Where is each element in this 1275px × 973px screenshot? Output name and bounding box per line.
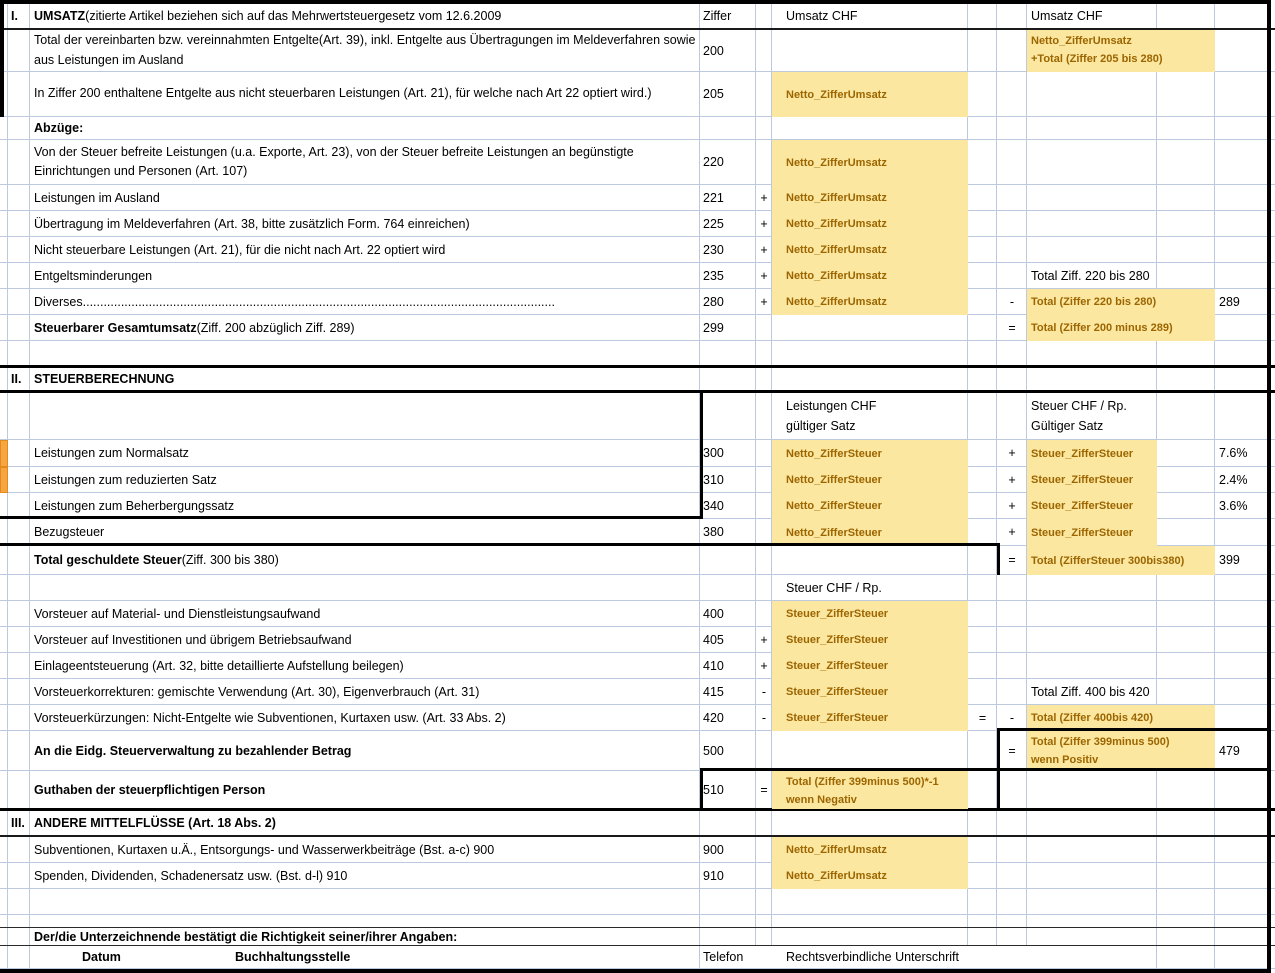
marker-cell	[0, 315, 8, 340]
marker-cell	[0, 946, 8, 968]
spacer-cell	[700, 575, 756, 600]
border-segment	[700, 392, 703, 519]
sign-cell	[968, 393, 997, 439]
row-description: Leistungen zum Beherbergungssatz	[34, 498, 235, 513]
table-row	[0, 837, 1275, 863]
sign-cell	[968, 440, 997, 466]
sign-cell	[968, 731, 997, 770]
marker-cell	[0, 393, 8, 439]
ziffer-cell: 420	[703, 710, 724, 725]
marker-cell	[0, 185, 8, 210]
orange-row-marker	[0, 440, 8, 467]
amount-field-mid[interactable]: Netto_ZifferUmsatz	[772, 72, 968, 117]
total-field-right[interactable]	[1027, 731, 1215, 771]
rate-value: 7.6%	[1219, 446, 1248, 460]
total-label: Total Ziff. 220 bis 280	[1031, 268, 1150, 283]
ziffer-cell: 400	[703, 606, 724, 621]
row-description: Vorsteuerkorrekturen: gemischte Verwendung (Art. 30), Eigenverbrauch (Art. 31)	[34, 684, 480, 699]
amount-field-line2: +Total (Ziffer 205 bis 280)	[1031, 52, 1163, 65]
signature-labels	[30, 946, 700, 968]
ziffer-cell: 235	[703, 268, 724, 283]
dotted-line: ........................................................................................................................................	[82, 294, 555, 309]
row-description: Abzüge:	[34, 121, 84, 135]
table-row	[0, 467, 1275, 493]
row-description-bold: Steuerbarer Gesamtumsatz	[34, 320, 197, 335]
total-field-mid[interactable]	[772, 771, 968, 809]
marker-cell	[0, 117, 8, 139]
section-number	[8, 493, 30, 518]
section-number	[8, 315, 30, 340]
section-number	[8, 863, 30, 888]
total-field-right[interactable]: Total (Ziffer 400bis 420)	[1027, 705, 1215, 731]
operator-sign: +	[760, 632, 768, 647]
sign-cell	[756, 440, 772, 466]
sign-cell	[756, 493, 772, 518]
border-segment	[0, 516, 703, 519]
amount-field-mid[interactable]: Netto_ZifferUmsatz	[772, 211, 968, 237]
amount-field-line1: Netto_ZifferUmsatz	[1031, 35, 1132, 47]
ziffer-cell: 500	[703, 743, 724, 758]
amount-field-mid[interactable]: Netto_ZifferUmsatz	[772, 185, 968, 211]
marker-cell	[0, 140, 8, 184]
column-header-line2: gültiger Satz	[786, 419, 856, 433]
sign-cell	[756, 467, 772, 492]
table-row	[0, 368, 1275, 393]
column-header-leistungen	[772, 393, 968, 439]
amount-field-right[interactable]	[1027, 30, 1215, 72]
border-segment	[0, 543, 1000, 546]
table-row	[0, 263, 1275, 289]
row-description: Leistungen im Ausland	[34, 190, 160, 205]
sign-cell	[756, 601, 772, 626]
ziffer-cell: 380	[703, 525, 724, 539]
section-number	[8, 263, 30, 288]
sign-cell	[756, 546, 772, 574]
ziffer-cell: 910	[703, 868, 724, 883]
sign-cell	[997, 4, 1027, 28]
section-number	[8, 653, 30, 678]
sign-cell	[968, 679, 997, 704]
table-row	[0, 863, 1275, 889]
orange-row-marker	[0, 467, 8, 493]
section-number: II.	[11, 372, 22, 386]
marker-cell	[0, 289, 8, 314]
section-number	[8, 393, 30, 439]
operator-sign: +	[1008, 446, 1016, 460]
marker-cell	[0, 771, 8, 808]
operator-sign: +	[760, 242, 768, 257]
amount-field-mid[interactable]: Steuer_ZifferSteuer	[772, 627, 968, 653]
table-row	[0, 928, 1275, 946]
ziffer-cell: 230	[703, 242, 724, 257]
marker-cell	[0, 731, 8, 770]
value-cell-mid	[772, 30, 968, 71]
signature-label: Rechtsverbindliche Unterschrift	[772, 946, 1027, 968]
section-title: ANDERE MITTELFLÜSSE (Art. 18 Abs. 2)	[34, 816, 276, 830]
section-number	[8, 140, 30, 184]
sign-cell	[756, 731, 772, 770]
amount-field-mid[interactable]: Netto_ZifferSteuer	[772, 467, 968, 493]
border-segment	[0, 0, 4, 117]
section-number	[8, 705, 30, 730]
section-number	[8, 837, 30, 862]
column-header-umsatz-1: Umsatz CHF	[786, 9, 858, 23]
tax-field-right[interactable]: Steuer_ZifferSteuer	[1027, 493, 1157, 519]
operator-sign: +	[1008, 525, 1016, 539]
spacer-cell	[700, 393, 756, 439]
section-number	[8, 467, 30, 492]
table-row	[0, 30, 1275, 72]
column-header-line2: Gültiger Satz	[1031, 419, 1104, 433]
column-header-umsatz-2: Umsatz CHF	[1031, 9, 1103, 23]
operator-sign: +	[760, 658, 768, 673]
operator-sign: -	[761, 710, 767, 725]
table-row	[0, 315, 1275, 341]
sign-cell	[997, 263, 1027, 288]
row-description-bold: Total geschuldete Steuer	[34, 553, 182, 567]
column-header-ziffer: Ziffer	[703, 9, 732, 23]
total-field-right[interactable]: Total (Ziffer 200 minus 289)	[1027, 315, 1215, 341]
result-value: 399	[1219, 553, 1240, 567]
amount-field-mid[interactable]: Netto_ZifferSteuer	[772, 440, 968, 467]
section-number	[8, 679, 30, 704]
amount-field-mid[interactable]: Netto_ZifferUmsatz	[772, 289, 968, 315]
ziffer-cell: 340	[703, 498, 724, 513]
table-row	[0, 4, 1275, 30]
amount-field-mid[interactable]: Steuer_ZifferSteuer	[772, 653, 968, 679]
table-row	[0, 117, 1275, 140]
ziffer-cell: 300	[703, 446, 724, 460]
row-description: Einlageentsteuerung (Art. 32, bitte detaillierte Aufstellung beilegen)	[34, 658, 404, 673]
ziffer-cell: 310	[703, 472, 724, 487]
column-header-vorsteuer: Steuer CHF / Rp.	[786, 580, 882, 595]
ziffer-cell: 205	[703, 87, 724, 101]
table-row	[0, 341, 1275, 368]
total-label: Total Ziff. 400 bis 420	[1031, 684, 1150, 699]
marker-cell	[0, 368, 8, 390]
column-header-line1: Leistungen CHF	[786, 399, 877, 413]
sign-cell	[968, 289, 997, 314]
diverses-label: Diverses	[34, 294, 83, 309]
table-row	[0, 72, 1275, 117]
section-number	[8, 185, 30, 210]
row-description: Vorsteuer auf Material- und Dienstleistungsaufwand	[34, 606, 321, 621]
ziffer-cell: 280	[703, 294, 724, 309]
amount-field-mid[interactable]: Netto_ZifferUmsatz	[772, 263, 968, 289]
marker-cell	[0, 811, 8, 835]
marker-cell	[0, 705, 8, 730]
border-segment	[997, 543, 1000, 575]
row-description: Entgeltsminderungen	[34, 268, 153, 283]
operator-sign: -	[1009, 294, 1015, 309]
section-title: STEUERBERECHNUNG	[34, 372, 175, 386]
table-row	[0, 679, 1275, 705]
sign-cell	[756, 393, 772, 439]
ziffer-cell: 900	[703, 842, 724, 857]
result-value: 289	[1219, 294, 1240, 309]
table-row	[0, 440, 1275, 467]
table-row	[0, 393, 1275, 440]
row-description: Spenden, Dividenden, Schadenersatz usw. (Bst. d-l) 910	[34, 868, 348, 883]
row-description: Guthaben der steuerpflichtigen Person	[34, 782, 266, 797]
section-number	[8, 928, 30, 945]
marker-cell	[0, 863, 8, 888]
row-description: In Ziffer 200 enthaltene Entgelte aus nicht steuerbaren Leistungen (Art. 21), für welche nach Art 22 optiert wird.)	[34, 86, 652, 101]
section-number	[8, 72, 30, 116]
table-row	[0, 575, 1275, 601]
marker-cell	[0, 263, 8, 288]
amount-field-mid[interactable]: Steuer_ZifferSteuer	[772, 679, 968, 705]
sign-cell	[968, 519, 997, 545]
value-cell-mid	[772, 315, 968, 340]
tax-field-right[interactable]: Steuer_ZifferSteuer	[1027, 467, 1157, 493]
operator-sign: =	[978, 710, 987, 725]
ziffer-cell: 299	[703, 320, 724, 335]
sign-cell	[968, 467, 997, 492]
datum-label: Datum	[82, 950, 121, 964]
ziffer-cell: 415	[703, 684, 724, 699]
sign-cell	[756, 72, 772, 116]
table-row	[0, 140, 1275, 185]
sign-cell	[997, 393, 1027, 439]
operator-sign: =	[1008, 553, 1016, 567]
sign-cell	[997, 679, 1027, 704]
border-segment	[0, 969, 1271, 973]
section-number	[8, 289, 30, 314]
sign-cell	[968, 493, 997, 518]
amount-field-mid[interactable]: Netto_ZifferUmsatz	[772, 863, 968, 889]
table-row	[0, 915, 1275, 928]
border-segment	[700, 768, 703, 811]
amount-field-mid[interactable]: Netto_ZifferSteuer	[772, 493, 968, 519]
sign-cell	[968, 4, 997, 28]
operator-sign: -	[761, 684, 767, 699]
sign-cell	[756, 30, 772, 71]
amount-field-mid[interactable]: Netto_ZifferSteuer	[772, 519, 968, 546]
operator-sign: =	[760, 782, 768, 797]
table-row	[0, 771, 1275, 811]
section-number	[8, 211, 30, 236]
operator-sign: +	[760, 294, 768, 309]
spacer-cell	[30, 575, 700, 600]
section-number	[8, 601, 30, 626]
amount-field-mid[interactable]: Steuer_ZifferSteuer	[772, 601, 968, 627]
sign-cell	[756, 575, 772, 600]
table-row	[0, 185, 1275, 211]
total-field-right[interactable]: Total (Ziffer 220 bis 280)	[1027, 289, 1215, 315]
sign-cell	[756, 315, 772, 340]
operator-sign: =	[1008, 743, 1016, 758]
table-row	[0, 237, 1275, 263]
operator-sign: =	[1008, 320, 1016, 335]
row-description: Total der vereinbarten bzw. vereinnahmten Entgelte(Art. 39), inkl. Entgelte aus Übertragungen im Meldeverfahren sowie aus Leistungen im Ausland	[34, 33, 696, 67]
section-number	[8, 946, 30, 968]
section-number	[8, 771, 30, 808]
sign-cell	[997, 30, 1027, 71]
sign-cell	[968, 315, 997, 340]
section-number	[8, 546, 30, 574]
buchhaltungsstelle-label: Buchhaltungsstelle	[235, 950, 351, 964]
operator-sign: -	[1009, 710, 1015, 725]
table-row	[0, 546, 1275, 575]
row-description	[30, 546, 700, 574]
row-description: Übertragung im Meldeverfahren (Art. 38, bitte zusätzlich Form. 764 einreichen)	[34, 216, 470, 231]
row-description-rest: (Ziff. 200 abzüglich Ziff. 289)	[196, 320, 355, 335]
section-number	[8, 440, 30, 466]
ziffer-cell: 221	[703, 190, 724, 205]
section-title-bold: UMSATZ	[34, 9, 86, 23]
value-cell-mid	[772, 731, 968, 770]
border-segment	[997, 728, 1267, 731]
row-description: Leistungen zum Normalsatz	[34, 446, 189, 460]
row-description	[30, 315, 700, 340]
table-row	[0, 653, 1275, 679]
marker-cell	[0, 546, 8, 574]
amount-field-mid[interactable]: Steuer_ZifferSteuer	[772, 705, 968, 731]
row-description-rest: (Ziff. 300 bis 380)	[181, 553, 279, 567]
table-row	[0, 889, 1275, 915]
tax-field-right[interactable]: Steuer_ZifferSteuer	[1027, 440, 1157, 467]
row-description: Von der Steuer befreite Leistungen (u.a. Exporte, Art. 23), von der Steuer befreite Leistungen an begünstigte Einrichtungen und Personen (Art. 107)	[34, 144, 634, 178]
tax-field-right[interactable]: Steuer_ZifferSteuer	[1027, 519, 1157, 546]
section-number	[8, 627, 30, 652]
row-description: Bezugsteuer	[34, 525, 105, 539]
section-number	[8, 731, 30, 770]
marker-cell	[0, 575, 8, 600]
table-row	[0, 289, 1275, 315]
table-row	[0, 211, 1275, 237]
section-number	[8, 117, 30, 139]
sign-cell	[756, 519, 772, 545]
amount-field-mid[interactable]: Netto_ZifferUmsatz	[772, 237, 968, 263]
amount-field-mid[interactable]: Netto_ZifferUmsatz	[772, 837, 968, 863]
total-field-line2: wenn Positiv	[1031, 753, 1099, 766]
table-row	[0, 811, 1275, 837]
amount-field-mid[interactable]: Netto_ZifferUmsatz	[772, 140, 968, 185]
operator-sign: +	[760, 190, 768, 205]
marker-cell	[0, 679, 8, 704]
total-field-line1: Total (Ziffer 399minus 500)*-1	[786, 776, 939, 788]
value-cell-mid	[772, 546, 968, 574]
table-row	[0, 731, 1275, 771]
section-number	[8, 237, 30, 262]
ziffer-cell: 410	[703, 658, 724, 673]
table-row	[0, 627, 1275, 653]
row-description	[30, 289, 700, 314]
total-field-line1: Total (Ziffer 399minus 500)	[1031, 736, 1170, 748]
ziffer-cell: 220	[703, 155, 724, 169]
section-title	[30, 4, 700, 28]
row-description: Vorsteuerkürzungen: Nicht-Entgelte wie Subventionen, Kurtaxen usw. (Art. 33 Abs. 2)	[34, 710, 506, 725]
ziffer-cell: 200	[703, 43, 724, 58]
section-number	[8, 30, 30, 71]
operator-sign: +	[1008, 472, 1016, 487]
marker-cell	[0, 237, 8, 262]
sign-cell	[968, 546, 997, 574]
section-number	[8, 575, 30, 600]
section-number: I.	[11, 9, 18, 23]
marker-cell	[0, 627, 8, 652]
marker-cell	[0, 493, 8, 518]
sign-cell	[756, 837, 772, 862]
ziffer-cell	[700, 546, 756, 574]
total-field-line2: wenn Negativ	[786, 793, 857, 806]
confirmation-statement: Der/die Unterzeichnende bestätigt die Richtigkeit seiner/ihrer Angaben:	[34, 929, 458, 944]
ziffer-cell: 510	[703, 782, 724, 797]
row-description: Subventionen, Kurtaxen u.Ä., Entsorgungs- und Wasserwerkbeiträge (Bst. a-c) 900	[34, 842, 495, 857]
sign-cell	[756, 863, 772, 888]
border-segment	[0, 0, 1271, 4]
rate-value: 2.4%	[1219, 472, 1248, 487]
operator-sign: +	[760, 216, 768, 231]
result-value: 479	[1219, 743, 1240, 758]
table-row	[0, 946, 1275, 969]
table-row	[0, 519, 1275, 546]
column-header-steuer	[1027, 393, 1215, 439]
row-description: An die Eidg. Steuerverwaltung zu bezahlender Betrag	[34, 743, 352, 758]
section-title-rest: (zitierte Artikel beziehen sich auf das Mehrwertsteuergesetz vom 12.6.2009	[85, 9, 502, 23]
marker-cell	[0, 837, 8, 862]
operator-sign: +	[760, 268, 768, 283]
sign-cell	[968, 30, 997, 71]
marker-cell	[0, 601, 8, 626]
column-header-line1: Steuer CHF / Rp.	[1031, 399, 1127, 413]
border-segment	[1267, 0, 1271, 973]
marker-cell	[0, 519, 8, 545]
total-field-right[interactable]: Total (ZifferSteuer 300bis380)	[1027, 546, 1215, 575]
ziffer-cell: 225	[703, 216, 724, 231]
sign-cell	[968, 263, 997, 288]
marker-cell	[0, 653, 8, 678]
sign-cell	[756, 140, 772, 184]
telefon-label: Telefon	[700, 946, 772, 968]
sign-cell	[756, 4, 772, 28]
section-number: III.	[11, 816, 25, 830]
row-description: Vorsteuer auf Investitionen und übrigem Betriebsaufwand	[34, 632, 352, 647]
marker-cell	[0, 928, 8, 945]
ziffer-cell: 405	[703, 632, 724, 647]
operator-sign: +	[1008, 498, 1016, 513]
spacer-cell	[30, 393, 700, 439]
row-description: Leistungen zum reduzierten Satz	[34, 472, 217, 487]
marker-cell	[0, 211, 8, 236]
border-segment	[700, 768, 1267, 771]
table-row	[0, 601, 1275, 627]
rate-value: 3.6%	[1219, 498, 1248, 513]
row-description: Nicht steuerbare Leistungen (Art. 21), für die nicht nach Art. 22 optiert wird	[34, 242, 446, 257]
section-number	[8, 519, 30, 545]
